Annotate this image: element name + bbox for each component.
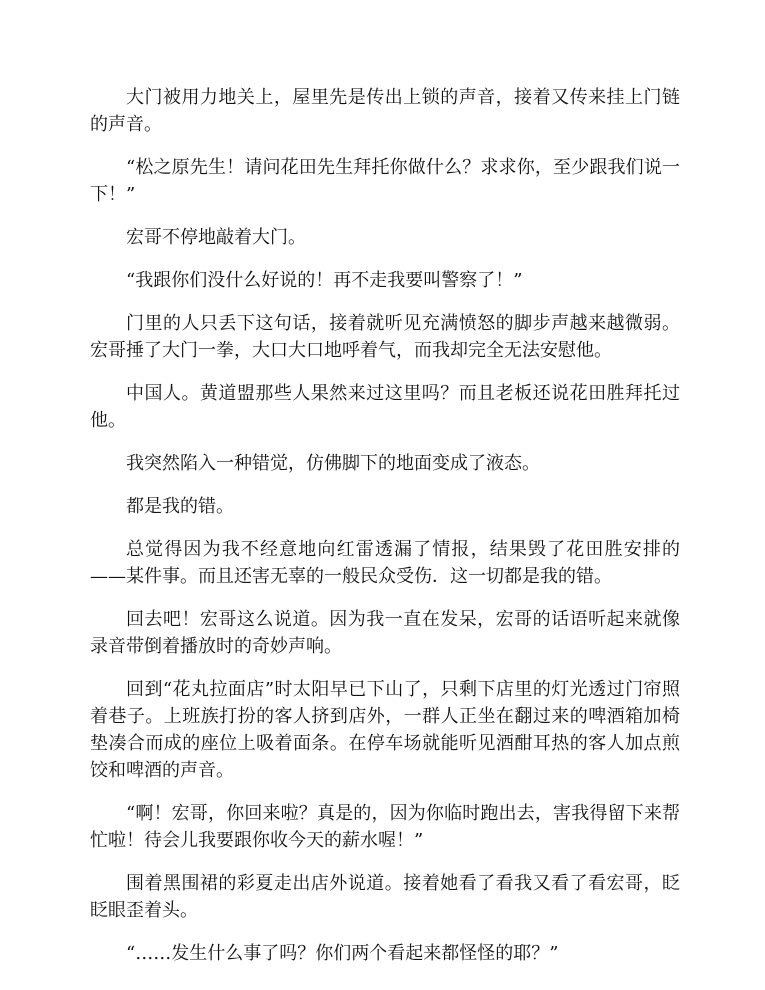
paragraph-12: “啊！宏哥，你回来啦？真是的，因为你临时跑出去，害我得留下来帮忙啦！待会儿我要跟你收今天的薪水喔！” — [90, 803, 680, 851]
paragraph-3: 宏哥不停地敲着大门。 — [126, 227, 306, 248]
paragraph-8: 都是我的错。 — [126, 496, 234, 517]
body-text — [90, 84, 680, 983]
paragraph-5: 门里的人只丢下这句话，接着就听见充满愤怒的脚步声越来越微弱。宏哥捶了大门一拳，大口大口地呼着气，而我却完全无法安慰他。 — [90, 313, 680, 361]
paragraph-9: 总觉得因为我不经意地向红雷透漏了情报，结果毁了花田胜安排的——某件事。而且还害无辜的一般民众受伤．这一切都是我的错。 — [90, 539, 680, 587]
paragraph-4: “我跟你们没什么好说的！再不走我要叫警察了！” — [126, 270, 523, 291]
paragraph-10: 回去吧！宏哥这么说道。因为我一直在发呆，宏哥的话语听起来就像录音带倒着播放时的奇妙声响。 — [90, 609, 680, 657]
paragraph-6: 中国人。黄道盟那些人果然来过这里吗？而且老板还说花田胜拜托过他。 — [90, 383, 680, 431]
paragraph-2: “松之原先生！请问花田先生拜托你做什么？求求你，至少跟我们说一下！” — [90, 157, 680, 205]
paragraph-7: 我突然陷入一种错觉，仿佛脚下的地面变成了液态。 — [126, 453, 540, 474]
paragraph-13: 围着黑围裙的彩夏走出店外说道。接着她看了看我又看了看宏哥，眨眨眼歪着头。 — [90, 873, 680, 921]
paragraph-1: 大门被用力地关上，屋里先是传出上锁的声音，接着又传来挂上门链的声音。 — [90, 87, 680, 135]
paragraph-14: “……发生什么事了吗？你们两个看起来都怪怪的耶？” — [126, 943, 559, 964]
paragraph-11: 回到“花丸拉面店”时太阳早已下山了，只剩下店里的灯光透过门帘照着巷子。上班族打扮的客人挤到店外，一群人正坐在翻过来的啤酒箱加椅垫凑合而成的座位上吸着面条。在停车场就能听见酒酣耳热的客人加点煎饺和啤酒的声音。 — [90, 679, 680, 781]
